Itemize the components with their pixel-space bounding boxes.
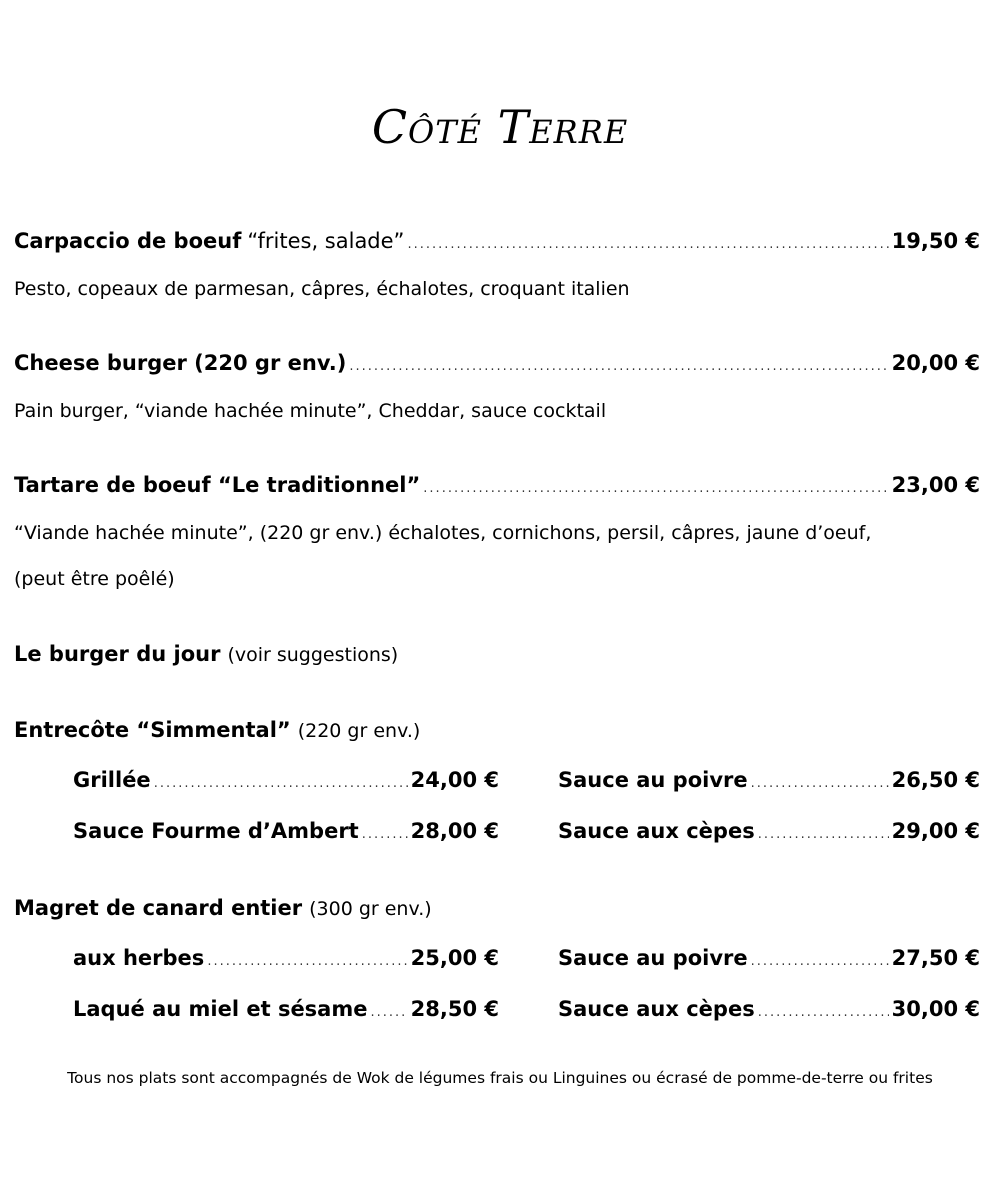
item-name: Cheese burger (220 gr env.): [14, 351, 347, 375]
leader-dots: [751, 954, 889, 969]
option-label: Laqué au miel et sésame: [73, 997, 368, 1021]
option-price: 25,00 €: [410, 946, 499, 970]
entrecote-option: [73, 819, 499, 843]
option-price: 26,50 €: [891, 768, 980, 792]
option-price: 28,00 €: [410, 819, 499, 843]
leader-dots: [362, 827, 408, 842]
option-label: Sauce au poivre: [558, 946, 748, 970]
item-name: Le burger du jour: [14, 642, 221, 666]
option-price: 24,00 €: [410, 768, 499, 792]
leader-dots: [370, 1005, 407, 1020]
option-price: 29,00 €: [891, 819, 980, 843]
leader-dots: [154, 776, 408, 791]
leader-dots: [423, 481, 888, 496]
footer-note: Tous nos plats sont accompagnés de Wok de légumes frais ou Linguines ou écrasé de pomme-de-terre ou frites: [67, 1069, 933, 1087]
menu-item-magret: [14, 896, 980, 920]
item-description: Pesto, copeaux de parmesan, câpres, échalotes, croquant italien: [14, 278, 630, 300]
leader-dots: [758, 1005, 889, 1020]
option-label: Sauce Fourme d’Ambert: [73, 819, 359, 843]
item-name: Magret de canard entier: [14, 896, 303, 920]
item-price: 19,50 €: [891, 229, 980, 253]
item-name: Tartare de boeuf “Le traditionnel”: [14, 473, 421, 497]
magret-option: [558, 946, 980, 970]
leader-dots: [207, 954, 407, 969]
item-description-note: (peut être poêlé): [14, 568, 175, 590]
menu-item-entrecote: [14, 718, 980, 742]
magret-option: [73, 946, 499, 970]
item-note: (220 gr env.): [297, 720, 421, 742]
entrecote-option: [558, 819, 980, 843]
leader-dots: [751, 776, 889, 791]
option-label: aux herbes: [73, 946, 205, 970]
entrecote-option: [73, 768, 499, 792]
magret-option: [73, 997, 499, 1021]
item-price: 23,00 €: [891, 473, 980, 497]
option-label: Sauce aux cèpes: [558, 819, 755, 843]
item-note: (300 gr env.): [309, 898, 432, 920]
menu-item-burger-du-jour: [14, 642, 980, 666]
option-label: Sauce aux cèpes: [558, 997, 755, 1021]
magret-option: [558, 997, 980, 1021]
menu-item-carpaccio: [14, 229, 980, 253]
entrecote-option: [558, 768, 980, 792]
item-description: Pain burger, “viande hachée minute”, Cheddar, sauce cocktail: [14, 400, 607, 422]
item-note: (voir suggestions): [227, 644, 399, 666]
leader-dots: [349, 359, 888, 374]
option-price: 30,00 €: [891, 997, 980, 1021]
item-price: 20,00 €: [891, 351, 980, 375]
item-name: Carpaccio de boeuf: [14, 229, 242, 253]
item-description: “Viande hachée minute”, (220 gr env.) échalotes, cornichons, persil, câpres, jaune d’oeuf,: [14, 522, 872, 544]
option-label: Sauce au poivre: [558, 768, 748, 792]
menu-item-cheese-burger: [14, 351, 980, 375]
menu-item-tartare: [14, 473, 980, 497]
page-title: Côté Terre: [371, 100, 629, 154]
option-label: Grillée: [73, 768, 151, 792]
item-note: “frites, salade”: [247, 229, 405, 253]
option-price: 27,50 €: [891, 946, 980, 970]
leader-dots: [758, 827, 889, 842]
item-name: Entrecôte “Simmental”: [14, 718, 291, 742]
leader-dots: [407, 237, 888, 252]
option-price: 28,50 €: [410, 997, 499, 1021]
